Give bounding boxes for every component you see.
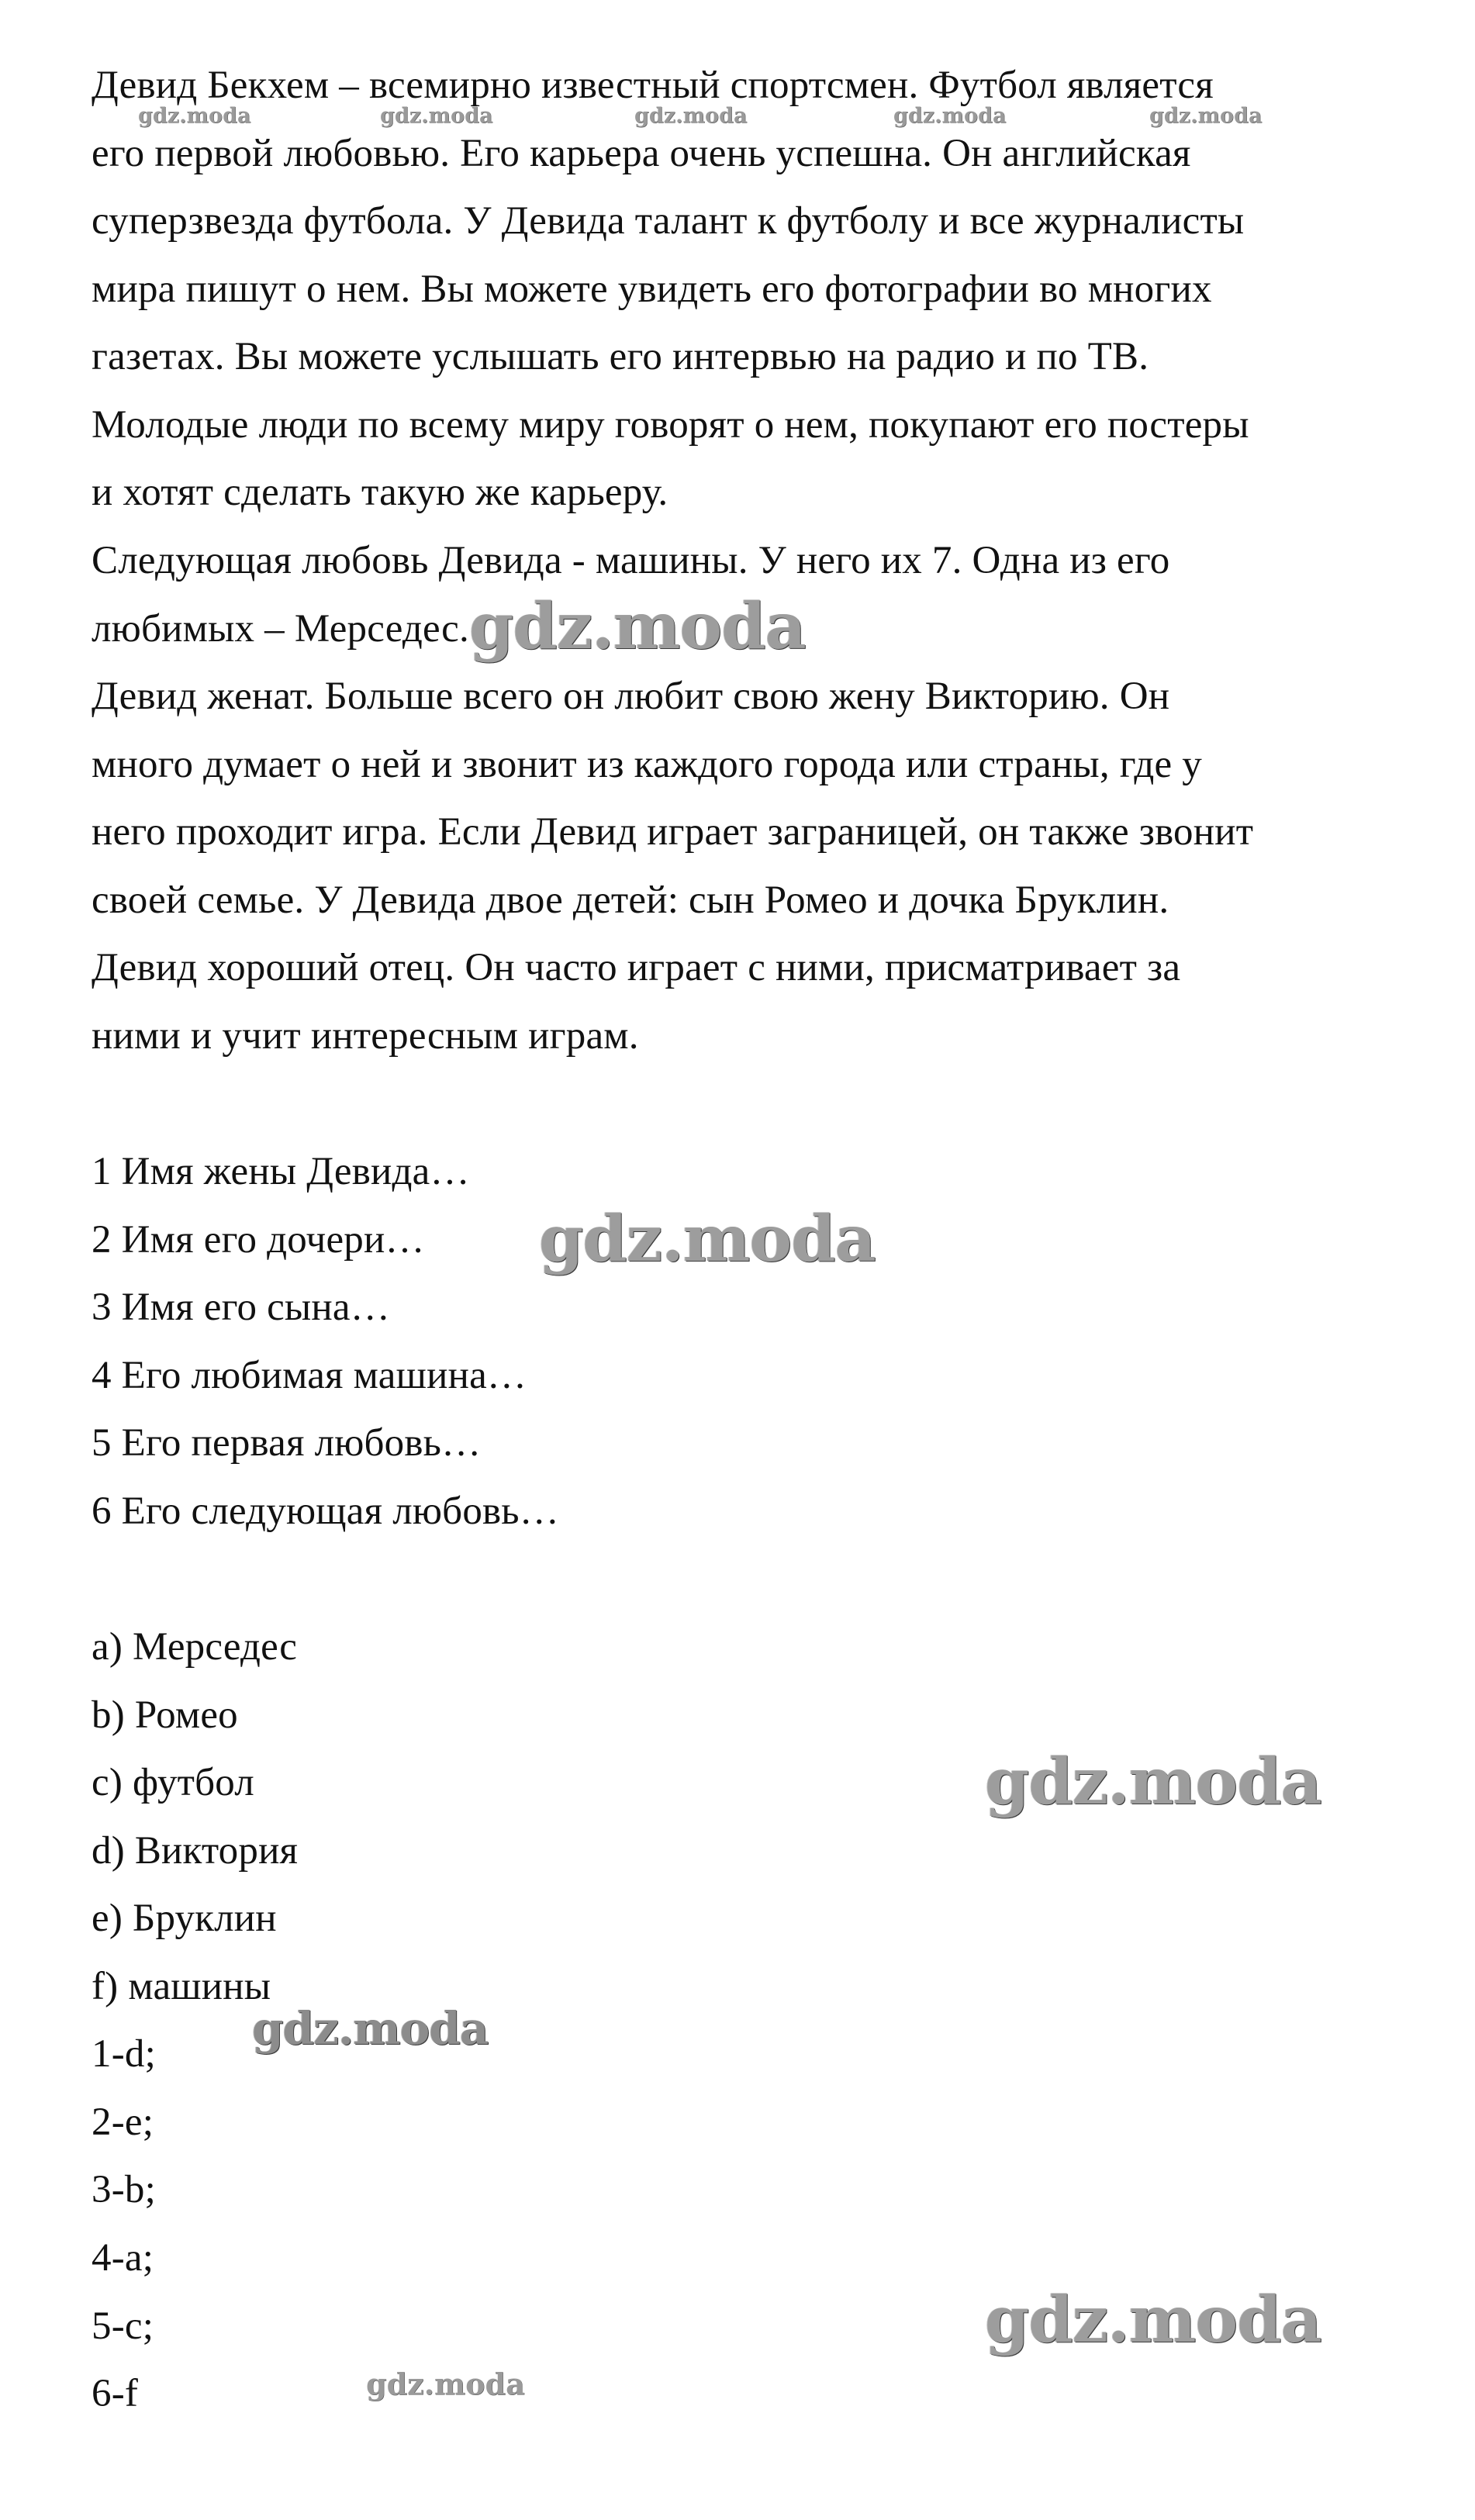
text-line: своей семье. У Девида двое детей: сын Ромео и дочка Бруклин. [92, 879, 1169, 922]
text-line: и хотят сделать такую же карьеру. [92, 471, 668, 514]
watermark: gdz.moda [893, 104, 1007, 128]
option-item: a) Мерседес [92, 1625, 298, 1669]
question-item: 1 Имя жены Девида… [92, 1150, 470, 1193]
watermark: gdz.moda [985, 2283, 1321, 2357]
text-line: газетах. Вы можете услышать его интервью на радио и по ТВ. [92, 335, 1149, 378]
watermark: gdz.moda [985, 1745, 1321, 1819]
answer-item: 6-f [92, 2372, 139, 2415]
option-item: f) машины [92, 1965, 271, 2008]
answer-item: 1-d; [92, 2032, 156, 2076]
option-item: c) футбол [92, 1761, 254, 1804]
watermark: gdz.moda [1149, 104, 1263, 128]
text-line: Девид Бекхем – всемирно известный спортсмен. Футбол является [92, 64, 1214, 107]
option-item: e) Бруклин [92, 1897, 277, 1940]
watermark: gdz.moda [469, 589, 806, 664]
answer-item: 2-e; [92, 2101, 154, 2144]
watermark: gdz.moda [252, 2002, 489, 2055]
text-line: ними и учит интересным играм. [92, 1014, 639, 1058]
watermark: gdz.moda [366, 2366, 525, 2401]
question-item: 3 Имя его сына… [92, 1286, 390, 1329]
text-line: Молодые люди по всему миру говорят о нем, покупают его постеры [92, 403, 1249, 447]
watermark: gdz.moda [634, 104, 748, 128]
question-item: 5 Его первая любовь… [92, 1421, 482, 1465]
answer-item: 4-a; [92, 2236, 154, 2280]
text-line: мира пишут о нем. Вы можете увидеть его фотографии во многих [92, 268, 1212, 311]
watermark: gdz.moda [380, 104, 493, 128]
watermark: gdz.moda [138, 104, 251, 128]
text-line: суперзвезда футбола. У Девида талант к футболу и все журналисты [92, 199, 1245, 243]
option-item: d) Виктория [92, 1829, 299, 1873]
text-line: него проходит игра. Если Девид играет заграницей, он также звонит [92, 810, 1254, 854]
text-line: много думает о ней и звонит из каждого города или страны, где у [92, 743, 1203, 786]
question-item: 6 Его следующая любовь… [92, 1490, 559, 1533]
question-item: 2 Имя его дочери… [92, 1218, 425, 1262]
text-line: Следующая любовь Девида - машины. У него их 7. Одна из его [92, 539, 1170, 582]
option-item: b) Ромео [92, 1693, 238, 1737]
question-item: 4 Его любимая машина… [92, 1354, 527, 1397]
text-line: любимых – Мерседес. [92, 607, 469, 651]
text-line: его первой любовью. Его карьера очень успешна. Он английская [92, 132, 1191, 175]
watermark: gdz.moda [539, 1202, 876, 1276]
answer-item: 5-c; [92, 2304, 154, 2348]
text-line: Девид женат. Больше всего он любит свою жену Викторию. Он [92, 675, 1170, 718]
text-line: Девид хороший отец. Он часто играет с ними, присматривает за [92, 946, 1181, 989]
answer-item: 3-b; [92, 2168, 156, 2211]
